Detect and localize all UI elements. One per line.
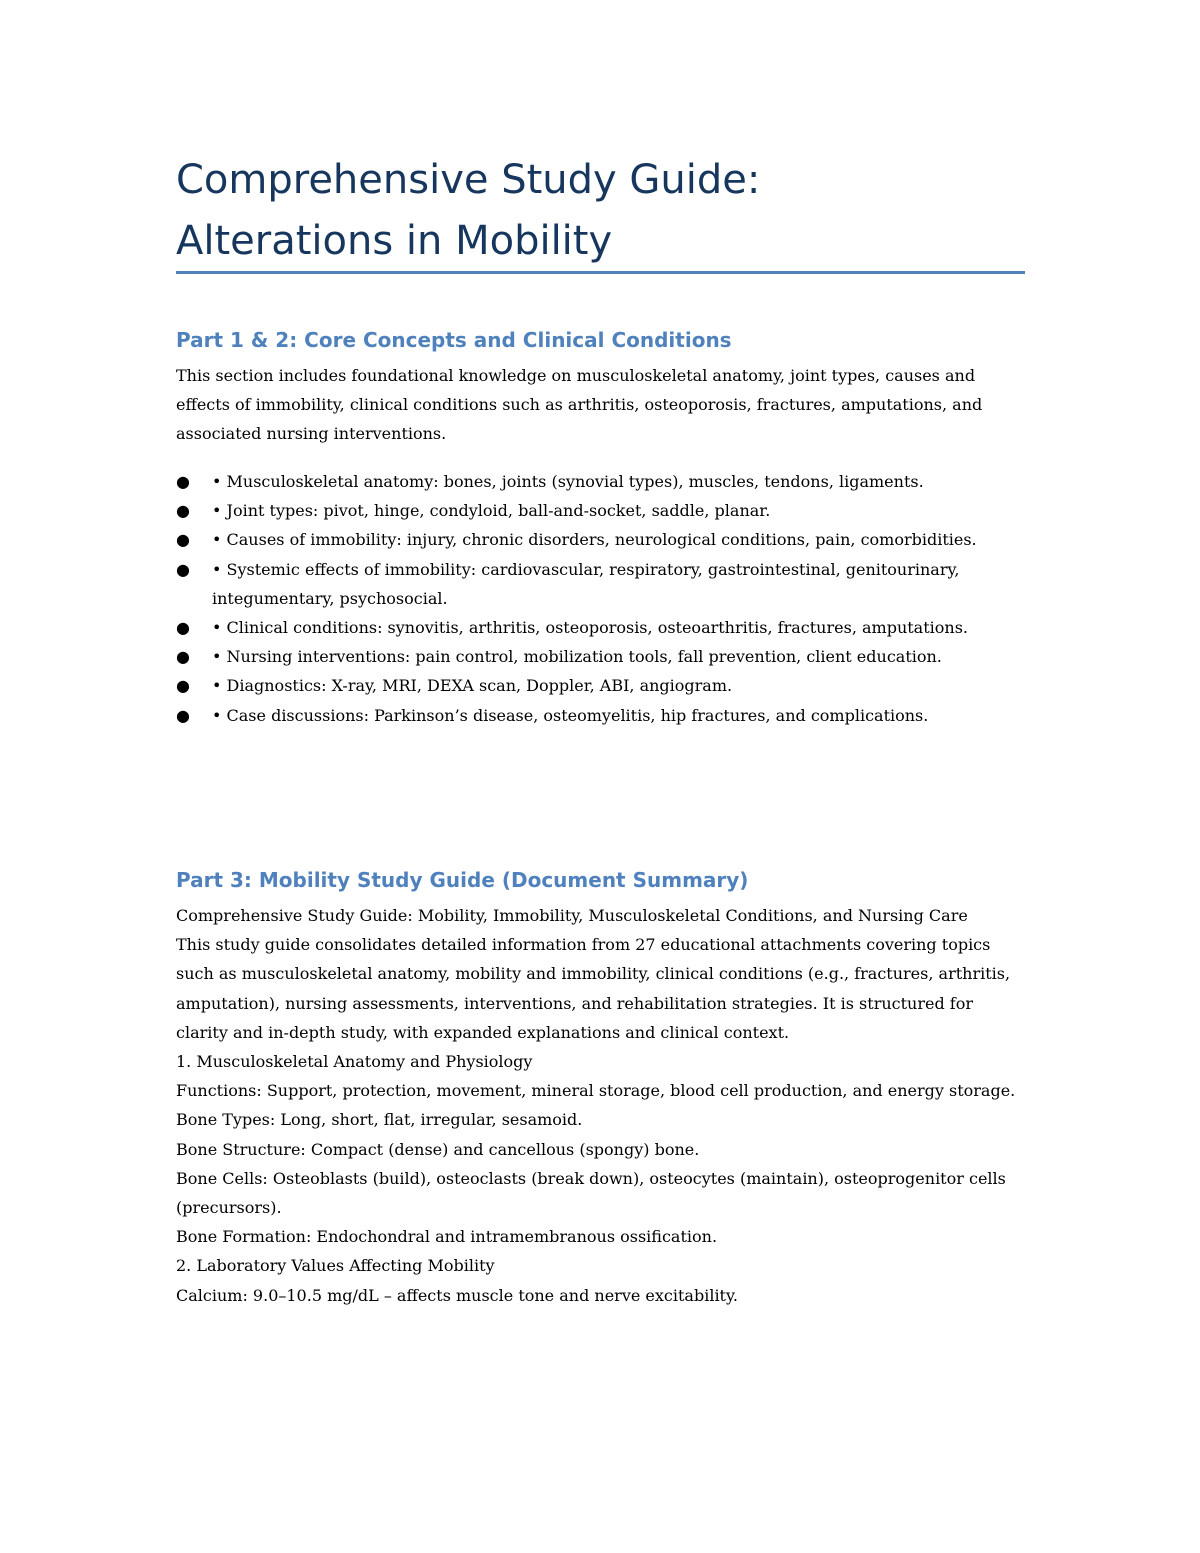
bullet-icon: ●	[176, 618, 190, 638]
bullet-icon: ●	[176, 647, 190, 667]
list-item: ● • Musculoskeletal anatomy: bones, joints (synovial types), muscles, tendons, ligaments.	[176, 467, 1026, 496]
list-item: ● • Nursing interventions: pain control, mobilization tools, fall prevention, client education.	[176, 642, 1026, 671]
document-title	[176, 150, 1026, 272]
title-line-2: Alterations in Mobility	[176, 218, 613, 264]
summary-line: Bone Types: Long, short, flat, irregular, sesamoid.	[176, 1110, 583, 1130]
summary-line: Calcium: 9.0–10.5 mg/dL – affects muscle tone and nerve excitability.	[176, 1285, 738, 1305]
section-intro-paragraph: This section includes foundational knowledge on musculoskeletal anatomy, joint types, causes and effects of immobility, clinical conditions such as arthritis, osteoporosis, fractures, amputations, and associated nursing interventions.	[176, 366, 983, 444]
bullet-icon: ●	[176, 501, 190, 521]
summary-line: This study guide consolidates detailed information from 27 educational attachments covering topics such as musculoskeletal anatomy, mobility and immobility, clinical conditions (e.g., fractures, arthritis, amputation), nursing assessments, interventions, and rehabilitation strategies. It is structured for clarity and in-depth study, with expanded explanations and clinical context.	[176, 935, 1011, 1042]
summary-line: Functions: Support, protection, movement, mineral storage, blood cell production, and energy storage.	[176, 1081, 1016, 1101]
summary-line: Bone Structure: Compact (dense) and cancellous (spongy) bone.	[176, 1139, 700, 1159]
list-item: ● • Case discussions: Parkinson’s disease, osteomyelitis, hip fractures, and complications.	[176, 701, 1026, 730]
bullet-icon: ●	[176, 559, 190, 579]
summary-line: Bone Cells: Osteoblasts (build), osteoclasts (break down), osteocytes (maintain), osteoprogenitor cells (precursors).	[176, 1168, 1006, 1218]
list-item: ● • Causes of immobility: injury, chronic disorders, neurological conditions, pain, comorbidities.	[176, 525, 1026, 554]
list-item: ● • Joint types: pivot, hinge, condyloid, ball-and-socket, saddle, planar.	[176, 496, 1026, 525]
summary-line: 2. Laboratory Values Affecting Mobility	[176, 1256, 495, 1276]
bullet-icon: ●	[176, 676, 190, 696]
summary-line: Bone Formation: Endochondral and intramembranous ossification.	[176, 1227, 718, 1247]
document-summary-body	[176, 901, 1026, 1310]
bullet-icon: ●	[176, 472, 190, 491]
bullet-icon: ●	[176, 705, 190, 725]
list-item: ● • Systemic effects of immobility: cardiovascular, respiratory, gastrointestinal, genitourinary, integumentary, psychosocial.	[176, 555, 1026, 613]
title-line-1: Comprehensive Study Guide:	[176, 157, 761, 203]
section-heading-part-3: Part 3: Mobility Study Guide (Document Summary)	[176, 868, 749, 892]
bullet-icon: ●	[176, 530, 190, 550]
section-heading-part-1-2: Part 1 & 2: Core Concepts and Clinical Conditions	[176, 328, 732, 352]
summary-line: Comprehensive Study Guide: Mobility, Immobility, Musculoskeletal Conditions, and Nursing Care	[176, 906, 968, 925]
list-item: ● • Clinical conditions: synovitis, arthritis, osteoporosis, osteoarthritis, fractures, amputations.	[176, 613, 1026, 642]
title-underline	[176, 271, 1025, 274]
summary-line: 1. Musculoskeletal Anatomy and Physiology	[176, 1052, 533, 1072]
core-concepts-bullet-list	[176, 467, 1026, 730]
list-item: ● • Diagnostics: X-ray, MRI, DEXA scan, Doppler, ABI, angiogram.	[176, 671, 1026, 700]
